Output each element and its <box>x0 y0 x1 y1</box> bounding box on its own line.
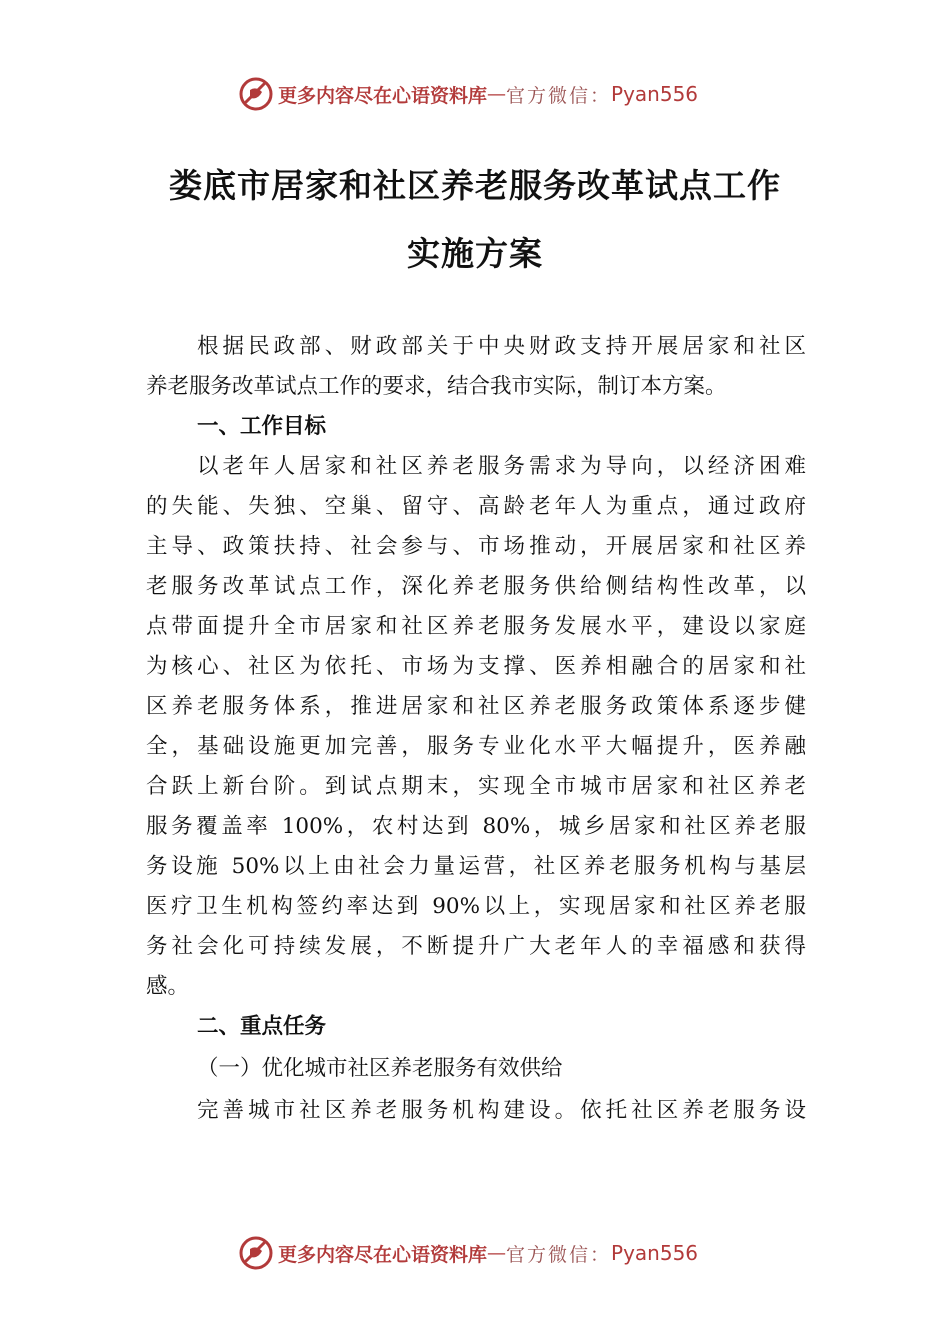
section1-line: 医疗卫生机构签约率达到 90%以上，实现居家和社区养老服 <box>146 894 806 919</box>
watermark-wechat-label: 官方微信： <box>506 1243 612 1266</box>
section1-line: 以老年人居家和社区养老服务需求为导向，以经济困难 <box>197 454 806 479</box>
watermark-dash: — <box>487 83 507 105</box>
watermark-banner-bottom <box>238 1233 698 1273</box>
watermark-logo-icon <box>238 76 274 112</box>
section1-line: 的失能、失独、空巢、留守、高龄老年人为重点，通过政府 <box>146 494 806 519</box>
section1-line: 为核心、社区为依托、市场为支撑、医养相融合的居家和社 <box>146 654 806 679</box>
section1-line: 合跃上新台阶。到试点期末，实现全市城市居家和社区养老 <box>146 774 806 799</box>
document-title-line-1: 娄底市居家和社区养老服务改革试点工作 <box>169 166 781 205</box>
watermark-banner-top <box>238 74 698 114</box>
section-heading-goals: 一、工作目标 <box>197 414 327 439</box>
section1-line: 全，基础设施更加完善，服务专业化水平大幅提升，医养融 <box>146 734 806 759</box>
section1-line: 务社会化可持续发展，不断提升广大老年人的幸福感和获得 <box>146 934 806 959</box>
document-title-line-2: 实施方案 <box>407 234 543 273</box>
watermark-brand: 更多内容尽在心语资料库 <box>278 1243 488 1266</box>
section1-line: 点带面提升全市居家和社区养老服务发展水平，建设以家庭 <box>146 614 806 639</box>
section-heading-tasks: 二、重点任务 <box>197 1014 327 1039</box>
intro-line: 养老服务改革试点工作的要求，结合我市实际，制订本方案。 <box>146 374 727 399</box>
section1-line: 区养老服务体系，推进居家和社区养老服务政策体系逐步健 <box>146 694 806 719</box>
section1-line: 服务覆盖率 100%，农村达到 80%，城乡居家和社区养老服 <box>146 814 806 839</box>
section1-line: 老服务改革试点工作，深化养老服务供给侧结构性改革，以 <box>146 574 806 599</box>
section1-line: 务设施 50%以上由社会力量运营，社区养老服务机构与基层 <box>146 854 806 879</box>
section1-line: 感。 <box>146 974 190 999</box>
watermark-wechat-label: 官方微信： <box>506 84 612 107</box>
watermark-brand: 更多内容尽在心语资料库 <box>278 84 488 107</box>
watermark-logo-icon <box>238 1235 274 1271</box>
watermark-wechat-id: Pyan556 <box>611 82 699 106</box>
subsection-heading: （一）优化城市社区养老服务有效供给 <box>197 1056 563 1081</box>
section1-line: 主导、政策扶持、社会参与、市场推动，开展居家和社区养 <box>146 534 806 559</box>
subsection1-line: 完善城市社区养老服务机构建设。依托社区养老服务设 <box>197 1098 806 1123</box>
watermark-wechat-id: Pyan556 <box>611 1241 699 1265</box>
watermark-dash: — <box>487 1242 507 1264</box>
intro-line: 根据民政部、财政部关于中央财政支持开展居家和社区 <box>197 334 806 359</box>
